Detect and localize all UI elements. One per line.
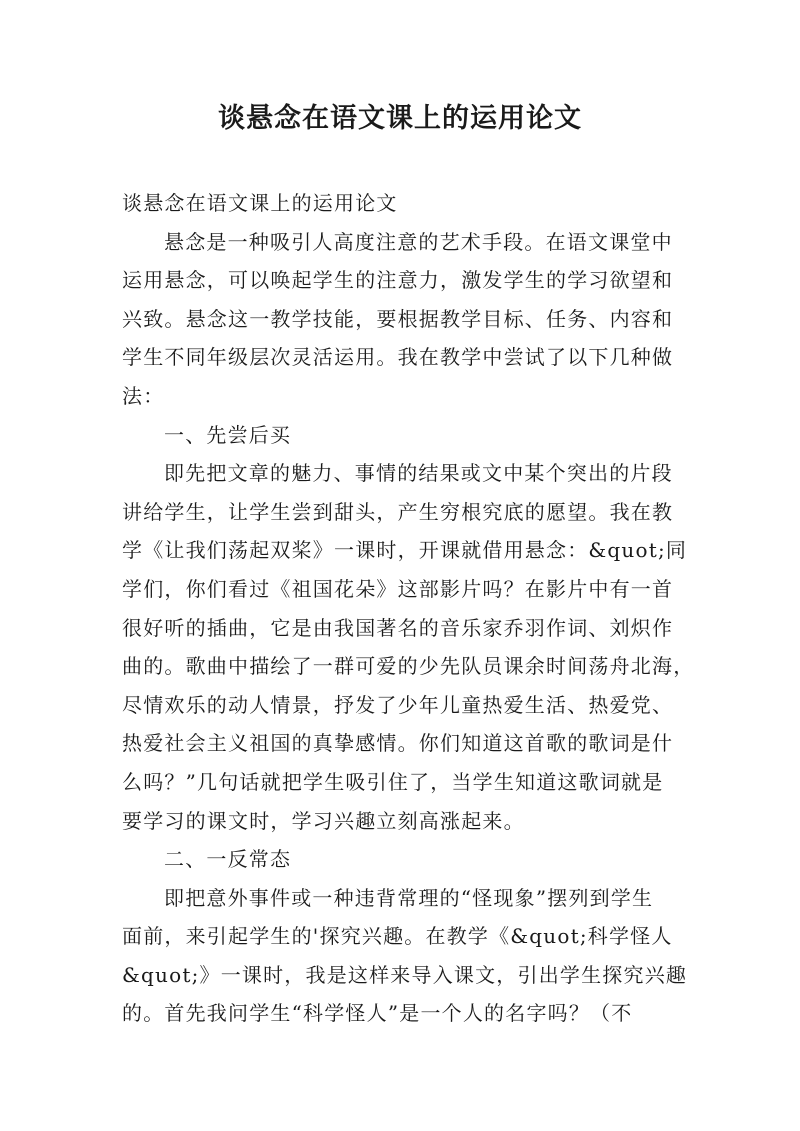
text-line: 学《让我们荡起双桨》一课时，开课就借用悬念：&quot;同	[122, 538, 688, 563]
document-title: 谈悬念在语文课上的运用论文	[218, 103, 582, 134]
text-line: 一、先尝后买	[164, 422, 292, 447]
text-line: 二、一反常态	[164, 847, 292, 872]
document-body	[122, 184, 695, 1033]
text-line: 兴致。悬念这一教学技能，要根据教学目标、任务、内容和	[122, 306, 674, 331]
text-line: 要学习的课文时，学习兴趣立刻高涨起来。	[122, 808, 525, 833]
text-line: 面前，来引起学生的'探究兴趣。在教学《&quot;科学怪人	[122, 924, 673, 949]
text-line: 很好听的插曲，它是由我国著名的音乐家乔羽作词、刘炽作	[122, 615, 674, 640]
text-line: 热爱社会主义祖国的真挚感情。你们知道这首歌的歌词是什	[122, 731, 674, 756]
text-line: 运用悬念，可以唤起学生的注意力，激发学生的学习欲望和	[122, 268, 674, 293]
text-line: &quot;》一课时，我是这样来导入课文，引出学生探究兴趣	[122, 962, 688, 987]
text-line: 曲的。歌曲中描绘了一群可爱的少先队员课余时间荡舟北海，	[122, 654, 695, 679]
text-line: 谈悬念在语文课上的运用论文	[122, 191, 398, 215]
text-line: 即先把文章的魅力、事情的结果或文中某个突出的片段	[164, 461, 673, 486]
text-line: 即把意外事件或一种违背常理的“怪现象”摆列到学生	[164, 885, 654, 910]
text-line: 学们，你们看过《祖国花朵》这部影片吗？在影片中有一首	[122, 576, 674, 601]
text-line: 的。首先我问学生“科学怪人”是一个人的名字吗？（不	[122, 1001, 633, 1026]
text-line: 尽情欢乐的动人情景，抒发了少年儿童热爱生活、热爱党、	[122, 692, 674, 717]
text-line: 学生不同年级层次灵活运用。我在教学中尝试了以下几种做	[122, 345, 674, 370]
text-line: 法：	[122, 383, 165, 408]
text-line: 么吗？”几句话就把学生吸引住了，当学生知道这歌词就是	[122, 769, 664, 794]
text-line: 讲给学生，让学生尝到甜头，产生穷根究底的愿望。我在教	[122, 499, 674, 524]
text-line: 悬念是一种吸引人高度注意的艺术手段。在语文课堂中	[164, 229, 673, 254]
